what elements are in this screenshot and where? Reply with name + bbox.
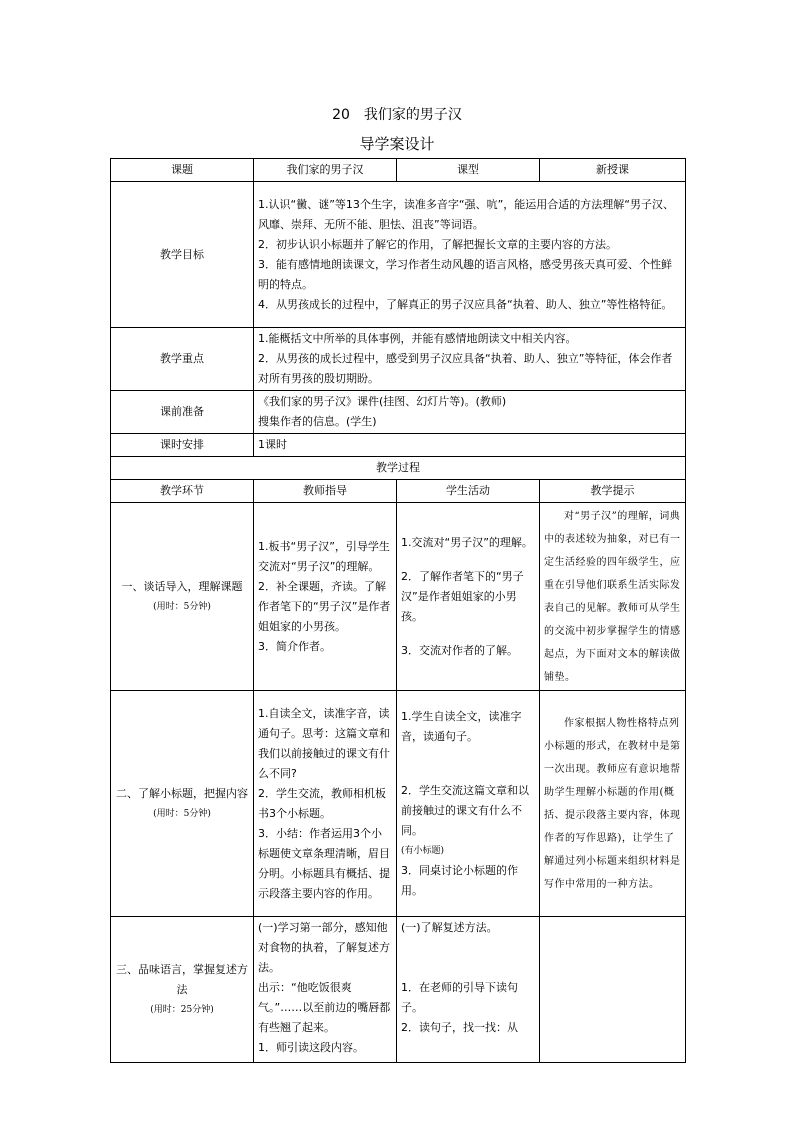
stage-time: (用时：25分钟) <box>150 1004 214 1015</box>
teacher-step: (一)学习第一部分，感知他对食物的执着，了解复述方法。 <box>258 921 390 974</box>
process-row-3 <box>111 917 686 1063</box>
teacher-step: 出示：“他吃饭很爽气。”……以至前边的嘴唇都有些翘了起来。 <box>258 981 391 1034</box>
prep-label: 课前准备 <box>111 391 254 434</box>
lesson-number: 20 <box>332 107 350 123</box>
hint-text: 对“男子汉”的理解，词典中的表述较为抽象，对已有一定生活经验的四年级学生，应重在引导他们联系生活实际发表自己的见解。教师可从学生的交流中初步掌握学生的情感起点，为下面对文本的解读做铺垫。 <box>544 510 681 683</box>
student-step: 2．读句子，找一找：从 <box>401 1021 518 1034</box>
schedule-row <box>111 434 686 457</box>
header-student: 学生活动 <box>397 480 540 503</box>
process-title-row <box>111 457 686 480</box>
teacher-cell <box>254 917 397 1063</box>
topic-label: 课题 <box>111 159 254 182</box>
stage-time: (用时：5分钟) <box>153 601 211 612</box>
stage-time: (用时：5分钟) <box>153 808 211 819</box>
goal-item: 2．初步认识小标题并了解它的作用，了解把握长文章的主要内容的方法。 <box>258 237 617 251</box>
teacher-step: 2．补全课题，齐读。了解作者笔下的“男子汉”是作者姐姐家的小男孩。 <box>258 579 391 633</box>
teacher-step: 3．小结：作者运用3个小标题使文章条理清晰，眉目分明。小标题具有概括、提示段落主要内容的作用。 <box>258 826 390 900</box>
student-step: 1.交流对“男子汉”的理解。 <box>401 535 533 549</box>
hint-cell <box>540 691 686 917</box>
teacher-step: 1.自读全文，读准字音，读通句子。思考：这篇文章和我们以前接触过的课文有什么不同? <box>258 706 390 780</box>
student-step: 3．交流对作者的了解。 <box>401 643 518 657</box>
hint-cell <box>540 503 686 691</box>
goal-item: 4．从男孩成长的过程中，了解真正的男子汉应具备“执着、助人、独立”等性格特征。 <box>258 297 673 311</box>
schedule-label: 课时安排 <box>111 434 254 457</box>
lesson-title <box>0 104 794 124</box>
process-header-row <box>111 480 686 503</box>
prep-row <box>111 391 686 434</box>
focus-item: 2．从男孩的成长过程中，感受到男子汉应具备“执着、助人、独立”等特征，体会作者对所有男孩的殷切期盼。 <box>258 352 673 385</box>
stage-cell <box>111 917 254 1063</box>
teacher-step: 1．师引读这段内容。 <box>258 1041 364 1054</box>
teacher-step: 2．学生交流，教师相机板书3个小标题。 <box>258 786 386 820</box>
header-hint: 教学提示 <box>540 480 686 503</box>
goals-content <box>254 182 686 328</box>
student-step: 3．同桌讨论小标题的作用。 <box>401 863 518 897</box>
focus-label: 教学重点 <box>111 328 254 391</box>
stage-name: 一、谈话导入，理解课题 <box>121 579 243 593</box>
schedule-value: 1课时 <box>254 434 686 457</box>
student-cell <box>397 691 540 917</box>
type-label: 课型 <box>397 159 540 182</box>
lesson-plan-table <box>110 158 686 1063</box>
student-note: (有小标题) <box>401 845 445 856</box>
lesson-name: 我们家的男子汉 <box>363 107 462 123</box>
goal-item: 1.认识“黴、谜”等13个生字，读准多音字“强、吭”，能运用合适的方法理解“男子汉、风靡、崇拜、无所不能、胆怯、沮丧”等词语。 <box>258 197 674 231</box>
focus-item: 1.能概括文中所举的具体事例，并能有感情地朗读文中相关内容。 <box>258 332 577 345</box>
topic-row <box>111 159 686 182</box>
focus-content <box>254 328 686 391</box>
student-step: (一)了解复述方法。 <box>401 921 498 934</box>
student-step: 1.学生自读全文，读准字音，读通句子。 <box>401 709 522 743</box>
teacher-step: 3．简介作者。 <box>258 639 331 653</box>
student-step: 2．学生交流这篇文章和以前接触过的课文有什么不同。 <box>401 783 529 837</box>
stage-name: 三、品味语言，掌握复述方法 <box>116 962 248 996</box>
teacher-step: 1.板书“男子汉”，引导学生交流对“男子汉”的理解。 <box>258 539 390 573</box>
type-value: 新授课 <box>540 159 686 182</box>
goals-row <box>111 182 686 328</box>
process-row-1 <box>111 503 686 691</box>
student-cell <box>397 917 540 1063</box>
stage-cell <box>111 503 254 691</box>
student-step: 1．在老师的引导下读句子。 <box>401 981 518 1014</box>
teacher-cell <box>254 691 397 917</box>
stage-cell <box>111 691 254 917</box>
prep-content <box>254 391 686 434</box>
header-teacher: 教师指导 <box>254 480 397 503</box>
prep-line: 搜集作者的信息。(学生) <box>258 415 377 428</box>
focus-row <box>111 328 686 391</box>
topic-value: 我们家的男子汉 <box>254 159 397 182</box>
hint-text: 作家根据人物性格特点列小标题的形式，在教材中是第一次出现。教师应有意识地帮助学生理解小标题的作用(概括、提示段落主要内容，体现作者的写作思路)，让学生了解通过列小标题来组织材料是写作中常用的一种方法。 <box>544 717 681 890</box>
teacher-cell <box>254 503 397 691</box>
hint-cell <box>540 917 686 1063</box>
stage-name: 二、了解小标题，把握内容 <box>116 786 248 800</box>
process-title: 教学过程 <box>111 457 686 480</box>
process-row-2 <box>111 691 686 917</box>
goal-item: 3．能有感情地朗读课文，学习作者生动风趣的语言风格，感受男孩天真可爱、个性鲜明的特点。 <box>258 257 672 291</box>
student-step: 2．了解作者笔下的“男子汉”是作者姐姐家的小男孩。 <box>401 569 524 623</box>
student-cell <box>397 503 540 691</box>
header-stage: 教学环节 <box>111 480 254 503</box>
prep-line: 《我们家的男子汉》课件(挂图、幻灯片等)。(教师) <box>258 395 507 408</box>
goals-label: 教学目标 <box>111 182 254 328</box>
subtitle: 导学案设计 <box>359 135 435 153</box>
